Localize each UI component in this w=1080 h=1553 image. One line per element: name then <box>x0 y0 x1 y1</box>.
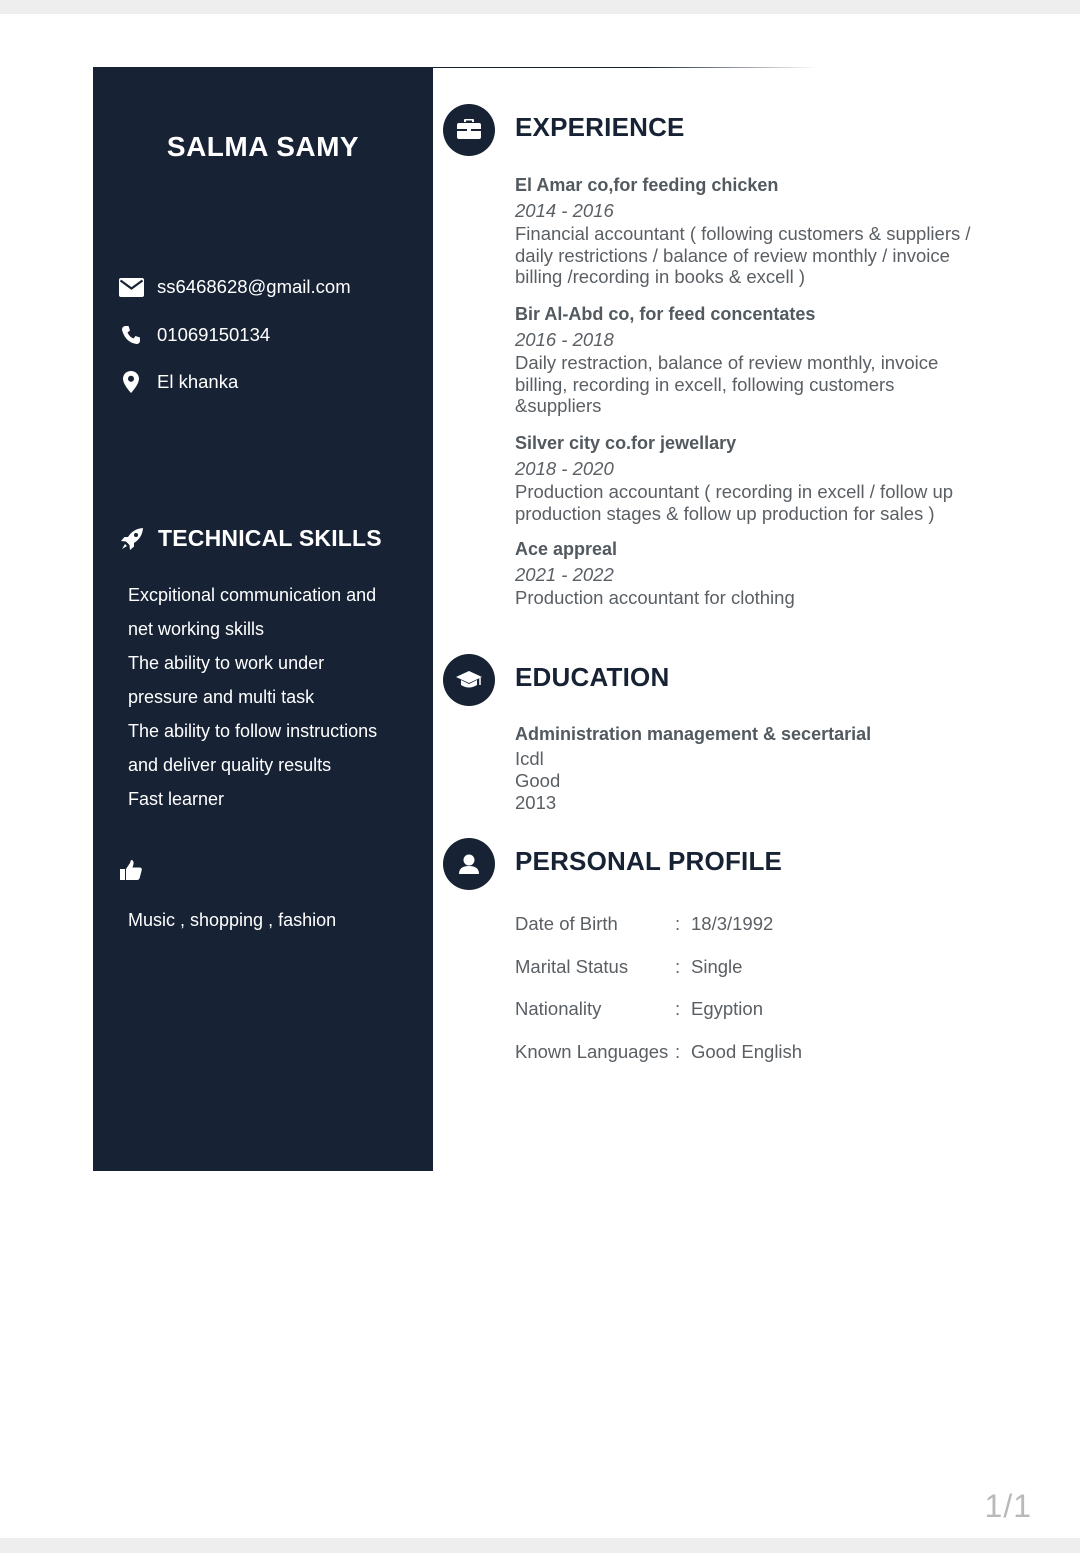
user-icon <box>443 838 495 890</box>
profile-row <box>515 913 802 956</box>
contact-email <box>118 275 351 299</box>
job-desc-line: billing, recording in excell, following customers <box>515 373 895 395</box>
education-degree: Administration management & secertarial <box>515 724 872 744</box>
skills-list <box>128 578 428 816</box>
header-rule <box>433 67 818 68</box>
envelope-icon <box>118 275 144 299</box>
phone-text: 01069150134 <box>157 324 271 345</box>
job-desc-line: Production accountant for clothing <box>515 587 795 608</box>
rocket-icon <box>119 526 145 552</box>
contact-phone <box>118 323 270 347</box>
profile-value: Good English <box>691 1040 803 1062</box>
map-pin-icon <box>118 370 144 394</box>
profile-colon: : <box>675 998 681 1019</box>
profile-row <box>515 956 802 999</box>
contact-location <box>118 370 238 394</box>
education-entry <box>515 722 871 814</box>
resume-page <box>0 14 1080 1538</box>
thumbs-up-icon <box>119 859 145 885</box>
job-years: 2014 - 2016 <box>515 200 614 221</box>
education-line: Icdl <box>515 748 544 769</box>
graduation-cap-icon <box>443 654 495 706</box>
hobbies-text: Music , shopping , fashion <box>128 910 337 930</box>
technical-skills-heading <box>119 525 382 552</box>
profile-row <box>515 1041 802 1084</box>
skill-line: and deliver quality results <box>128 755 332 775</box>
job-company: El Amar co,for feeding chicken <box>515 175 779 195</box>
profile-colon: : <box>675 1040 681 1062</box>
skill-line: pressure and multi task <box>128 687 315 707</box>
briefcase-icon <box>443 104 495 156</box>
profile-value: 18/3/1992 <box>691 913 774 934</box>
job-desc-line: Production accountant ( recording in excell / follow up <box>515 481 954 502</box>
job-description <box>515 587 1005 609</box>
job-desc-line: Daily restraction, balance of review monthly, invoice <box>515 352 939 373</box>
job-company: Silver city co.for jewellary <box>515 433 737 453</box>
job-entry <box>515 173 1005 288</box>
job-entry <box>515 431 1005 524</box>
job-desc-line: Financial accountant ( following customers & suppliers / <box>515 223 971 244</box>
profile-label: Nationality <box>515 998 602 1019</box>
skill-line: The ability to work under <box>128 653 325 673</box>
job-desc-line: daily restrictions / balance of review monthly / invoice <box>515 244 950 266</box>
profile-label: Known Languages <box>515 1040 669 1062</box>
job-desc-line: production stages & follow up production for sales ) <box>515 502 935 524</box>
profile-label: Marital Status <box>515 955 629 977</box>
personal-profile-heading: PERSONAL PROFILE <box>515 846 783 876</box>
job-desc-line: &suppliers <box>515 395 602 416</box>
job-company: Ace appreal <box>515 539 618 559</box>
job-years: 2018 - 2020 <box>515 458 614 479</box>
candidate-name: SALMA SAMY <box>166 131 360 162</box>
profile-label: Date of Birth <box>515 913 618 934</box>
profile-row <box>515 998 802 1041</box>
education-heading: EDUCATION <box>515 662 670 692</box>
profile-table <box>515 913 802 1083</box>
skill-line: net working skills <box>128 619 265 639</box>
job-desc-line: billing /recording in books & excell ) <box>515 266 805 287</box>
profile-value: Single <box>691 955 743 977</box>
skill-line: Excpitional communication and <box>128 585 377 605</box>
job-entry <box>515 537 1005 609</box>
profile-value: Egyption <box>691 998 763 1019</box>
page-indicator: 1/1 <box>984 1488 1032 1524</box>
job-years: 2016 - 2018 <box>515 329 614 350</box>
profile-colon: : <box>675 913 681 934</box>
job-description <box>515 223 1005 288</box>
job-company: Bir Al-Abd co, for feed concentates <box>515 304 816 324</box>
location-text: El khanka <box>157 371 239 392</box>
education-line: Good <box>515 770 561 791</box>
experience-heading: EXPERIENCE <box>515 112 685 142</box>
skill-line: The ability to follow instructions <box>128 721 378 741</box>
profile-colon: : <box>675 955 681 977</box>
skill-line: Fast learner <box>128 789 225 809</box>
phone-icon <box>118 323 144 347</box>
education-line: 2013 <box>515 792 557 813</box>
email-text: ss6468628@gmail.com <box>157 276 351 297</box>
job-description <box>515 352 1005 417</box>
sidebar <box>93 67 433 1171</box>
job-description <box>515 481 1005 524</box>
job-entry <box>515 302 1005 417</box>
job-years: 2021 - 2022 <box>515 564 614 585</box>
technical-skills-title: TECHNICAL SKILLS <box>158 525 382 551</box>
